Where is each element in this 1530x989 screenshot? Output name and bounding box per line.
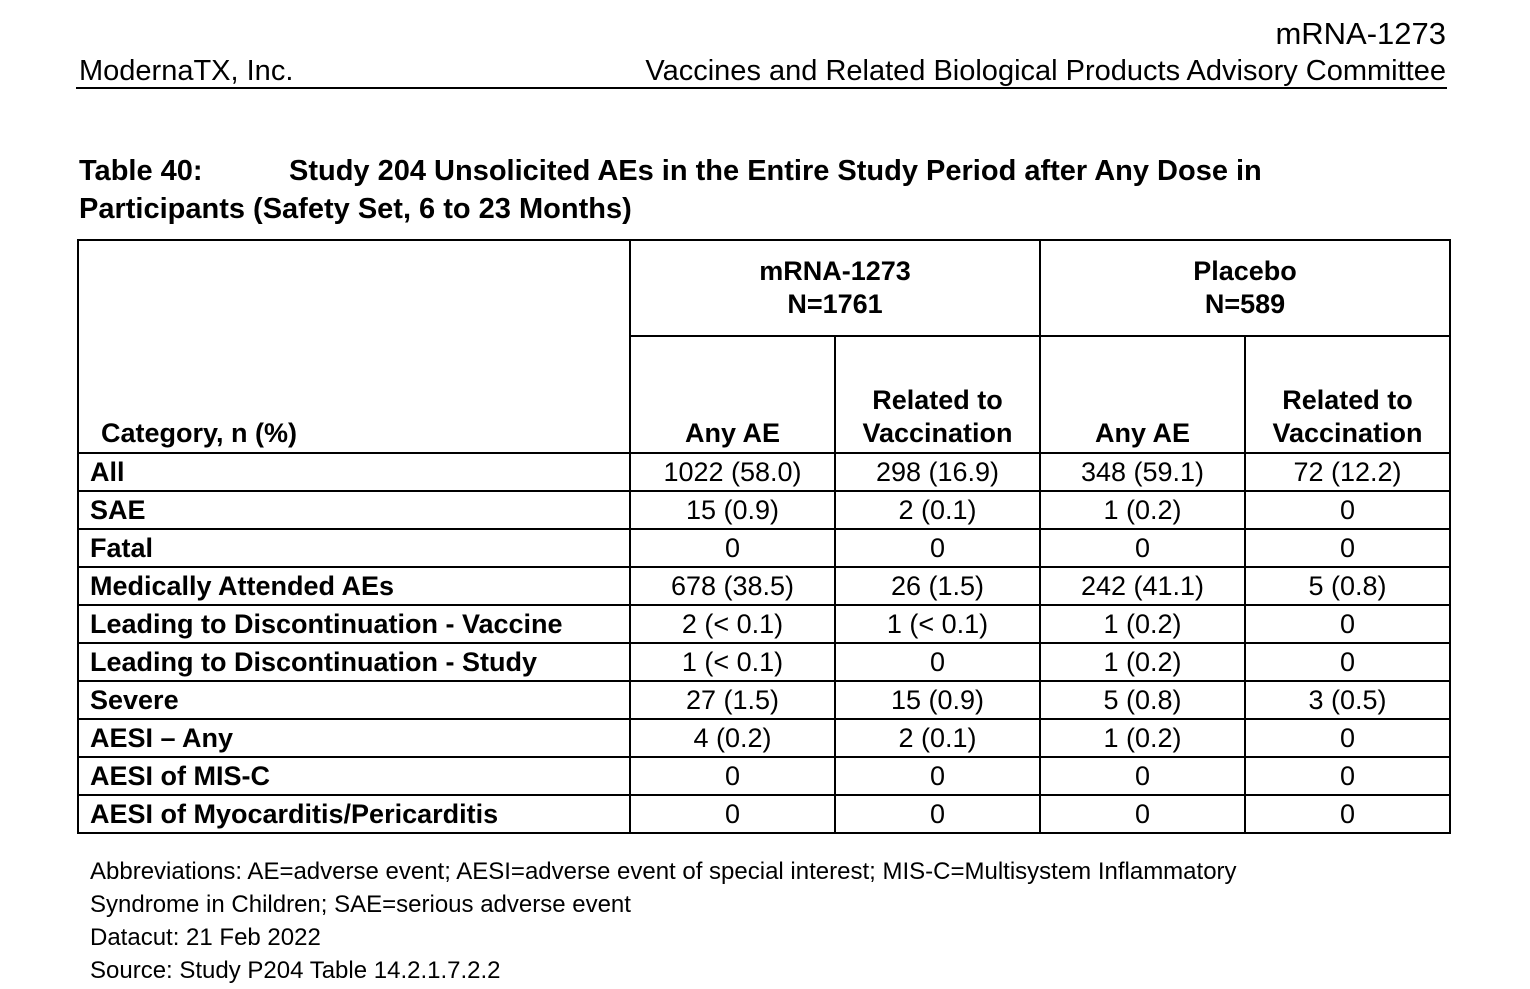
cell-value: 2 (0.1) (835, 491, 1040, 529)
cell-value: 0 (1245, 757, 1450, 795)
cell-value: 5 (0.8) (1245, 567, 1450, 605)
cell-value: 0 (1245, 491, 1450, 529)
table-row (78, 795, 1450, 833)
table-row (78, 681, 1450, 719)
cell-value: 72 (12.2) (1245, 453, 1450, 491)
cell-value: 0 (1040, 757, 1245, 795)
committee-name: Vaccines and Related Biological Products Advisory Committee (645, 55, 1446, 87)
cell-value: 0 (1245, 719, 1450, 757)
table-row (78, 757, 1450, 795)
row-category: SAE (78, 491, 630, 529)
cell-value: 0 (1040, 795, 1245, 833)
subheader-label: Vaccination (1272, 418, 1423, 448)
row-category: Leading to Discontinuation - Vaccine (78, 605, 630, 643)
group-name: Placebo (1193, 256, 1297, 286)
cell-value: 0 (835, 643, 1040, 681)
row-category: Medically Attended AEs (78, 567, 630, 605)
subheader-related (835, 336, 1040, 453)
cell-value: 27 (1.5) (630, 681, 835, 719)
group-header-placebo (1040, 240, 1450, 336)
cell-value: 242 (41.1) (1040, 567, 1245, 605)
table-label: Table 40: (79, 155, 203, 187)
row-category: AESI of Myocarditis/Pericarditis (78, 795, 630, 833)
cell-value: 26 (1.5) (835, 567, 1040, 605)
footnote-abbreviations-cont: Syndrome in Children; SAE=serious adverse event (90, 891, 631, 918)
cell-value: 4 (0.2) (630, 719, 835, 757)
subheader-label: Vaccination (862, 418, 1013, 448)
cell-value: 678 (38.5) (630, 567, 835, 605)
row-category: Leading to Discontinuation - Study (78, 643, 630, 681)
cell-value: 1 (< 0.1) (835, 605, 1040, 643)
cell-value: 15 (0.9) (835, 681, 1040, 719)
cell-value: 1 (0.2) (1040, 491, 1245, 529)
subheader-label: Related to (872, 385, 1003, 415)
table-title-line1: Study 204 Unsolicited AEs in the Entire Study Period after Any Dose in (289, 155, 1262, 187)
group-n: N=589 (1204, 289, 1286, 319)
cell-value: 0 (630, 529, 835, 567)
cell-value: 1 (0.2) (1040, 605, 1245, 643)
header-rule (76, 87, 1447, 89)
cell-value: 348 (59.1) (1040, 453, 1245, 491)
cell-value: 3 (0.5) (1245, 681, 1450, 719)
ae-table (77, 239, 1451, 834)
subheader-label: Related to (1282, 385, 1413, 415)
group-name: mRNA-1273 (759, 256, 911, 286)
row-category: Fatal (78, 529, 630, 567)
footnote-abbreviations: Abbreviations: AE=adverse event; AESI=adverse event of special interest; MIS-C=Multisystem Inflammatory (90, 858, 1237, 885)
subheader-any-ae (630, 336, 835, 453)
table-row (78, 567, 1450, 605)
cell-value: 0 (1245, 795, 1450, 833)
table-row (78, 491, 1450, 529)
subheader-label: Any AE (1094, 418, 1190, 448)
row-category: Severe (78, 681, 630, 719)
table-row (78, 719, 1450, 757)
cell-value: 15 (0.9) (630, 491, 835, 529)
product-name: mRNA-1273 (1275, 16, 1446, 51)
cell-value: 2 (0.1) (835, 719, 1040, 757)
cell-value: 0 (835, 529, 1040, 567)
table-row (78, 605, 1450, 643)
table-row (78, 643, 1450, 681)
row-category: AESI – Any (78, 719, 630, 757)
group-header-mrna (630, 240, 1040, 336)
cell-value: 1022 (58.0) (630, 453, 835, 491)
table-caption (79, 152, 1459, 228)
subheader-any-ae (1040, 336, 1245, 453)
cell-value: 0 (835, 795, 1040, 833)
cell-value: 0 (835, 757, 1040, 795)
cell-value: 0 (1245, 643, 1450, 681)
cell-value: 0 (1245, 529, 1450, 567)
cell-value: 0 (630, 757, 835, 795)
cell-value: 5 (0.8) (1040, 681, 1245, 719)
subheader-label: Any AE (684, 418, 780, 448)
row-category: AESI of MIS-C (78, 757, 630, 795)
cell-value: 298 (16.9) (835, 453, 1040, 491)
group-n: N=1761 (787, 289, 883, 319)
subheader-related (1245, 336, 1450, 453)
table-footnotes (90, 855, 1470, 987)
cell-value: 2 (< 0.1) (630, 605, 835, 643)
cell-value: 1 (0.2) (1040, 719, 1245, 757)
cell-value: 1 (< 0.1) (630, 643, 835, 681)
cell-value: 1 (0.2) (1040, 643, 1245, 681)
table-row (78, 453, 1450, 491)
footnote-source: Source: Study P204 Table 14.2.1.7.2.2 (90, 957, 501, 984)
footnote-datacut: Datacut: 21 Feb 2022 (90, 924, 321, 951)
category-header: Category, n (%) (78, 240, 630, 453)
cell-value: 0 (1245, 605, 1450, 643)
table-row (78, 529, 1450, 567)
company-name: ModernaTX, Inc. (79, 55, 294, 87)
row-category: All (78, 453, 630, 491)
table-title-line2: Participants (Safety Set, 6 to 23 Months) (79, 193, 632, 225)
cell-value: 0 (1040, 529, 1245, 567)
cell-value: 0 (630, 795, 835, 833)
